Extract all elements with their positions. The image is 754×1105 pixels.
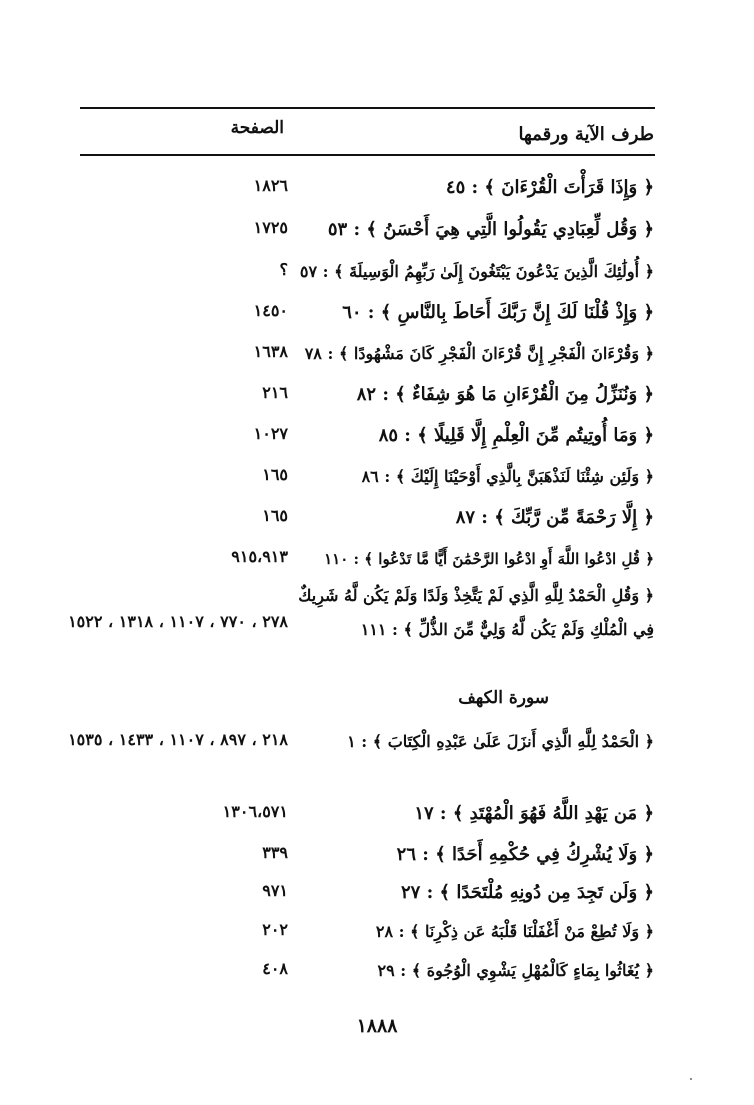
- page-ref: ١٦٥: [262, 465, 288, 484]
- page-ref: ١٤٥٠: [253, 301, 288, 320]
- verse-ref: ﴿ وَلَا تُطِعْ مَنْ أَغْفَلْنَا قَلْبَهُ عَن ذِكْرِنَا ﴾ : ٢٨: [375, 922, 654, 941]
- header-rule: [80, 154, 655, 156]
- verse-ref: ﴿ وَقُل لِّعِبَادِي يَقُولُوا الَّتِي هِيَ أَحْسَنُ ﴾ : ٥٣: [327, 219, 654, 240]
- page-ref: ٢٧٨ ، ٧٧٠ ، ١١٠٧ ، ١٣١٨ ، ١٥٢٢: [68, 612, 288, 631]
- verse-ref: ﴿ إِلَّا رَحْمَةً مِّن رَّبِّكَ ﴾ : ٨٧: [455, 507, 654, 528]
- verse-ref: ﴿ وَلَئِن شِئْنَا لَنَذْهَبَنَّ بِالَّذِي أَوْحَيْنَا إِلَيْكَ ﴾ : ٨٦: [361, 467, 654, 486]
- page-ref: ١٦٣٨: [253, 342, 288, 361]
- verse-ref: ﴿ وَلَن تَجِدَ مِن دُونِهِ مُلْتَحَدًا ﴾ : ٢٧: [401, 882, 654, 903]
- page-ref: ١٨٢٦: [253, 176, 288, 195]
- page-ref: ١٧٢٥: [253, 218, 288, 237]
- surah-title: سورة الكهف: [458, 688, 549, 708]
- verse-ref: ﴿ قُلِ ادْعُوا اللَّهَ أَوِ ادْعُوا الرَّحْمَٰنَ أَيًّا مَّا تَدْعُوا ﴾ : ١١٠: [324, 550, 654, 568]
- verse-ref: ﴿ مَن يَهْدِ اللَّهُ فَهُوَ الْمُهْتَدِ ﴾ : ١٧: [414, 803, 654, 824]
- page-ref: ٩١٥،٩١٣: [231, 547, 288, 566]
- page-number: ١٨٨٨: [356, 1015, 398, 1037]
- verse-ref: ﴿ يُغَاثُوا بِمَاءٍ كَالْمُهْلِ يَشْوِي الْوُجُوهَ ﴾ : ٢٩: [377, 961, 654, 980]
- page-ref: ٩٧١: [262, 881, 288, 900]
- page-ref: ٢١٨ ، ٨٩٧ ، ١١٠٧ ، ١٤٣٣ ، ١٥٣٥: [68, 730, 288, 749]
- page-ref: ٢١٦: [262, 383, 288, 402]
- verse-ref: ﴿ وَقُرْءَانَ الْفَجْرِ إِنَّ قُرْءَانَ الْفَجْرِ كَانَ مَشْهُودًا ﴾ : ٧٨: [304, 344, 654, 363]
- verse-ref: ﴿ وَنُنَزِّلُ مِنَ الْقُرْءَانِ مَا هُوَ شِفَاءٌ ﴾ : ٨٢: [356, 384, 654, 405]
- verse-ref: ﴿ وَإِذْ قُلْنَا لَكَ إِنَّ رَبَّكَ أَحَاطَ بِالنَّاسِ ﴾ : ٦٠: [342, 302, 654, 323]
- page-ref: ٤٠٨: [262, 959, 288, 978]
- verse-column-header: طرف الآية ورقمها: [518, 124, 654, 145]
- verse-ref: ﴿ وَلَا يُشْرِكُ فِي حُكْمِهِ أَحَدًا ﴾ : ٢٦: [396, 844, 654, 865]
- verse-ref: ﴿ الْحَمْدُ لِلَّهِ الَّذِي أَنزَلَ عَلَىٰ عَبْدِهِ الْكِتَابَ ﴾ : ١: [347, 732, 654, 751]
- page-ref: ٣٣٩: [262, 843, 288, 862]
- page-ref: ١٠٢٧: [253, 424, 288, 443]
- page-ref: ١٣٠٦،٥٧١: [222, 802, 288, 821]
- page-ref: ١٦٥: [262, 506, 288, 525]
- page-column-header: الصفحة: [230, 118, 284, 138]
- verse-ref: ﴿ أُولَٰئِكَ الَّذِينَ يَدْعُونَ يَبْتَغُونَ إِلَىٰ رَبِّهِمُ الْوَسِيلَةَ ﴾ : ٥٧: [299, 262, 654, 281]
- page-ref: ؟: [279, 260, 288, 279]
- speck-mark: [690, 1078, 692, 1080]
- page-ref: ٢٠٢: [262, 920, 288, 939]
- verse-ref: ﴿ وَمَا أُوتِيتُم مِّنَ الْعِلْمِ إِلَّا قَلِيلًا ﴾ : ٨٥: [378, 425, 654, 446]
- top-rule: [80, 107, 655, 109]
- verse-ref: ﴿ وَإِذَا قَرَأْتَ الْقُرْءَانَ ﴾ : ٤٥: [445, 177, 654, 198]
- verse-ref: ﴿ وَقُلِ الْحَمْدُ لِلَّهِ الَّذِي لَمْ يَتَّخِذْ وَلَدًا وَلَمْ يَكُن لَّهُ شَرِيكٌ فِي الْمُلْكِ وَلَمْ يَكُن لَّهُ وَلِيٌّ مِّنَ الذُّلِّ ﴾ : ١١١: [298, 586, 654, 639]
